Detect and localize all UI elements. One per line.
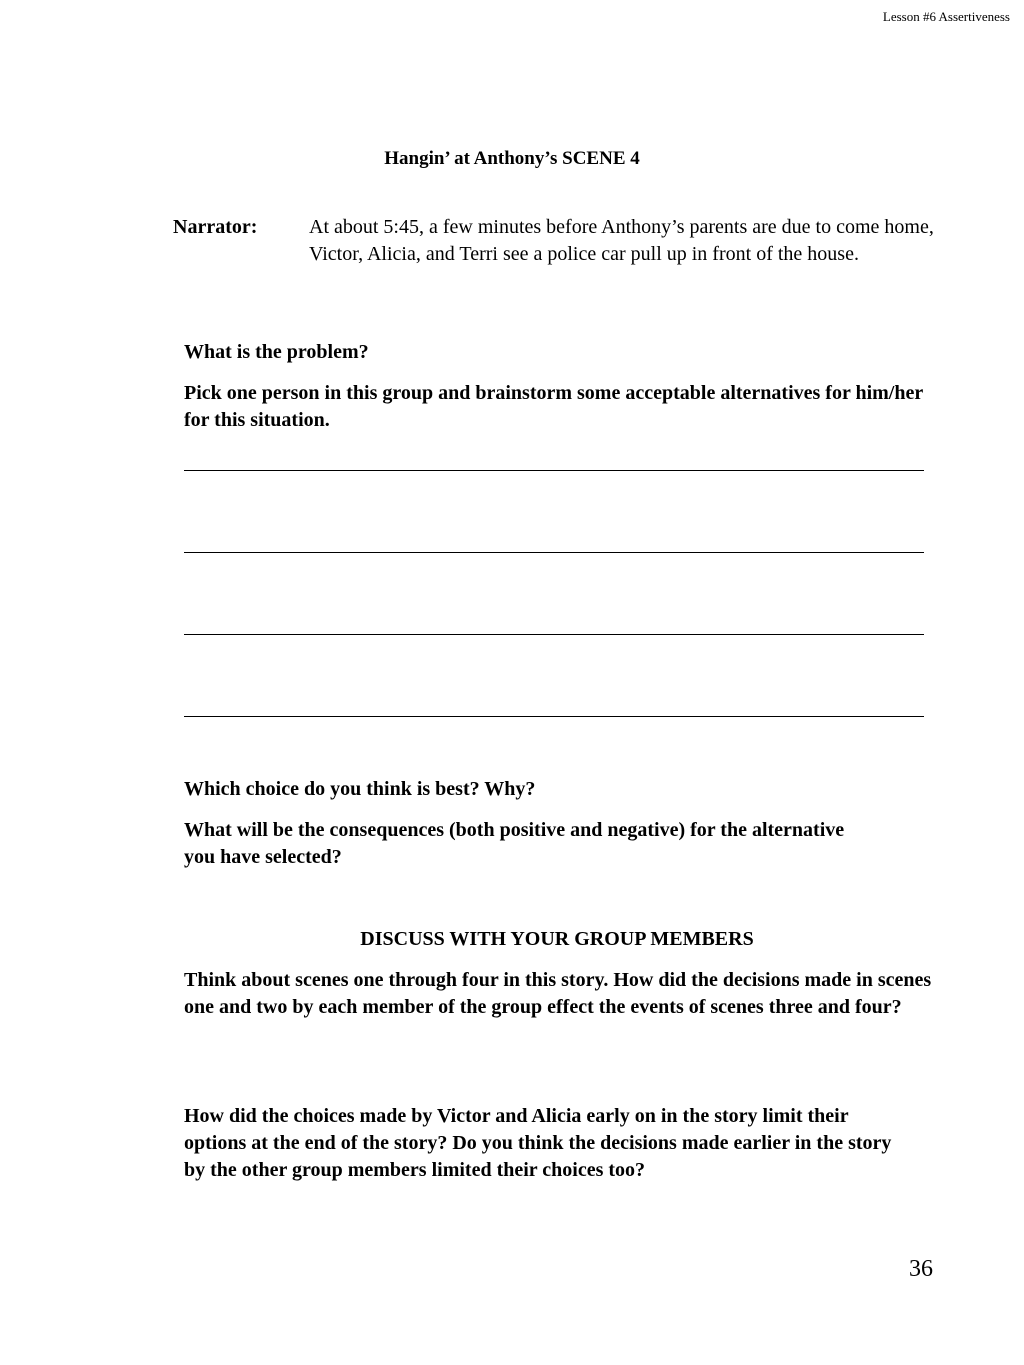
question-best-choice: Which choice do you think is best? Why? — [184, 778, 536, 800]
answer-line-3 — [184, 634, 924, 635]
narrator-label: Narrator: — [173, 216, 258, 238]
discussion-prompt-2: How did the choices made by Victor and Alicia early on in the story limit their options at the end of the story? Do you think the decisions made earlier in the story by the other group members limited their choices too? — [184, 1105, 892, 1181]
narration-text: At about 5:45, a few minutes before Anthony’s parents are due to come home, Victor, Alicia, and Terri see a police car pull up in front of the house. — [309, 216, 934, 265]
page-number: 36 — [909, 1256, 933, 1282]
question-brainstorm: Pick one person in this group and brainstorm some acceptable alternatives for him/her for this situation. — [184, 382, 923, 431]
answer-line-4 — [184, 716, 924, 717]
answer-line-2 — [184, 552, 924, 553]
discussion-prompt-1: Think about scenes one through four in this story. How did the decisions made in scenes one and two by each member of the group effect the events of scenes three and four? — [184, 969, 932, 1018]
scene-title: Hangin’ at Anthony’s SCENE 4 — [384, 148, 640, 169]
question-consequences: What will be the consequences (both positive and negative) for the alternative you have selected? — [184, 819, 845, 868]
lesson-label: Lesson #6 Assertiveness — [882, 9, 1010, 24]
discussion-heading: DISCUSS WITH YOUR GROUP MEMBERS — [360, 928, 754, 950]
answer-line-1 — [184, 470, 924, 471]
question-problem: What is the problem? — [184, 341, 369, 363]
